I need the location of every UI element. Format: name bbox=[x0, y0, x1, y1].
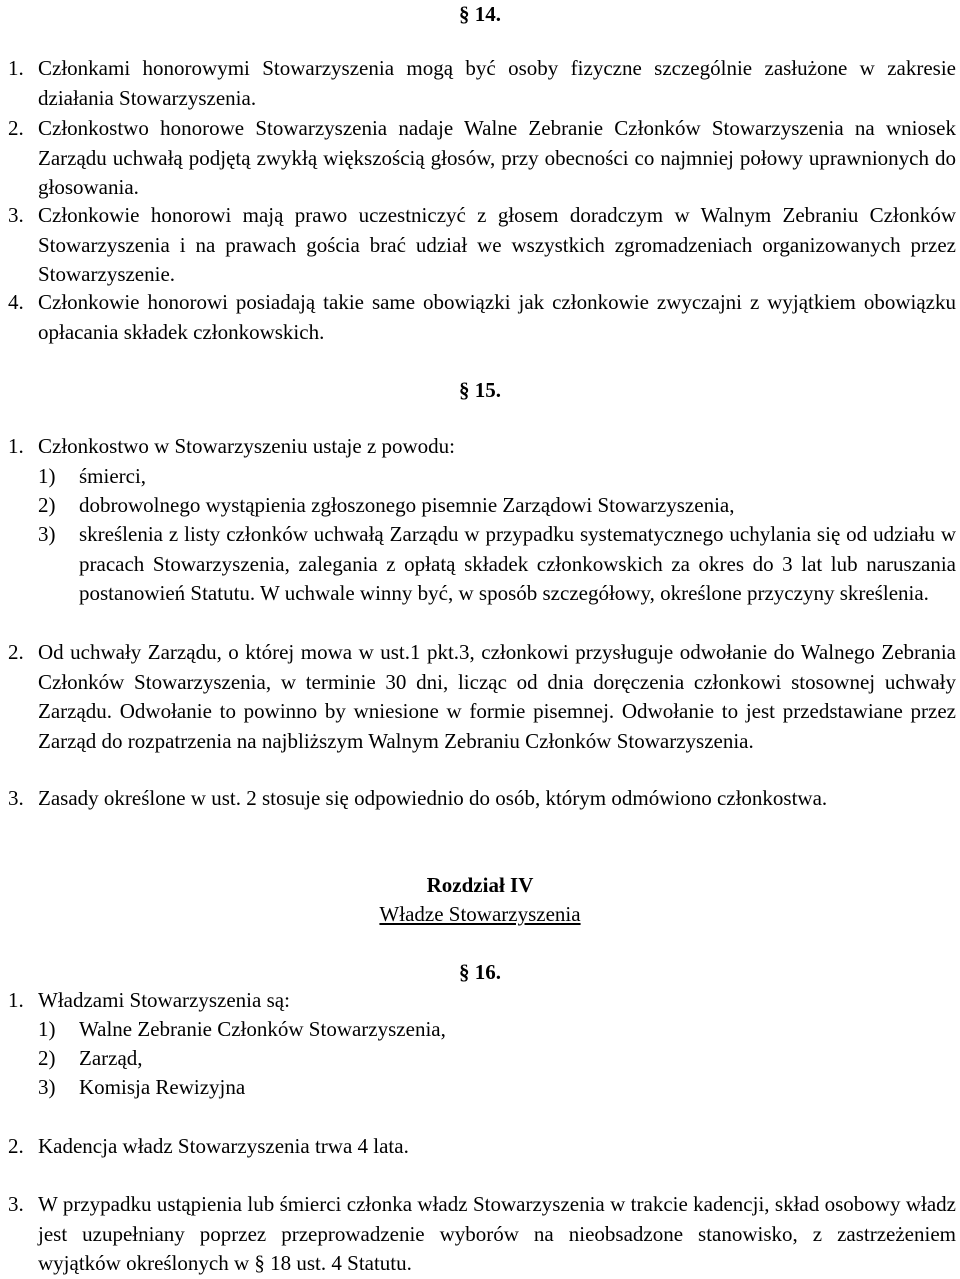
s15-subitem-3 bbox=[38, 520, 956, 609]
s15-item-3 bbox=[8, 784, 956, 814]
s15-subitem-2 bbox=[38, 491, 956, 521]
s16-subitem-1 bbox=[38, 1015, 956, 1045]
s14-item-1 bbox=[8, 54, 956, 113]
item-text: Zasady określone w ust. 2 stosuje się odpowiednio do osób, którym odmówiono członkostwa. bbox=[38, 786, 828, 810]
s15-subitem-1 bbox=[38, 462, 956, 492]
section-heading-15: § 15. bbox=[459, 378, 501, 402]
subitem-number: 1) bbox=[38, 464, 56, 488]
s16-subitem-3 bbox=[38, 1073, 956, 1103]
subitem-text: Zarząd, bbox=[79, 1046, 143, 1070]
s15-item-2 bbox=[8, 638, 956, 756]
chapter-title: Rozdział IV bbox=[426, 873, 534, 897]
section-heading-14: § 14. bbox=[459, 2, 501, 26]
subitem-text: Komisja Rewizyjna bbox=[79, 1075, 246, 1099]
section-heading-16: § 16. bbox=[459, 960, 501, 984]
item-text: Członkowie honorowi posiadają takie same obowiązki jak członkowie zwyczajni z wyjątkiem obowiązku opłacania składek członkowskich. bbox=[38, 290, 956, 344]
item-number: 1. bbox=[8, 988, 24, 1012]
item-number: 3. bbox=[8, 203, 24, 227]
item-number: 1. bbox=[8, 56, 24, 80]
item-number: 1. bbox=[8, 434, 24, 458]
subitem-number: 1) bbox=[38, 1017, 56, 1041]
item-number: 4. bbox=[8, 290, 24, 314]
s16-subitem-2 bbox=[38, 1044, 956, 1074]
s14-item-2 bbox=[8, 114, 956, 203]
item-text: W przypadku ustąpienia lub śmierci członka władz Stowarzyszenia w trakcie kadencji, skład osobowy władz jest uzupełniany poprzez przeprowadzenie wyborów na nieobsadzone stanowisko, z zastrzeżeniem wyjątków określonych w § 18 ust. 4 Statutu. bbox=[38, 1192, 956, 1275]
s14-item-3 bbox=[8, 201, 956, 290]
item-text: Członkostwo honorowe Stowarzyszenia nadaje Walne Zebranie Członków Stowarzyszenia na wniosek Zarządu uchwałą podjętą zwykłą większością głosów, przy obecności co najmniej połowy uprawnionych do głosowania. bbox=[38, 116, 956, 199]
subitem-text: dobrowolnego wystąpienia zgłoszonego pisemnie Zarządowi Stowarzyszenia, bbox=[79, 493, 735, 517]
item-text: Kadencja władz Stowarzyszenia trwa 4 lata. bbox=[38, 1134, 409, 1158]
s14-item-4 bbox=[8, 288, 956, 347]
subitem-number: 3) bbox=[38, 1075, 56, 1099]
item-text: Władzami Stowarzyszenia są: bbox=[38, 988, 290, 1012]
item-number: 3. bbox=[8, 1192, 24, 1216]
s16-item-1 bbox=[8, 986, 956, 1016]
item-number: 2. bbox=[8, 640, 24, 664]
s16-item-2 bbox=[8, 1132, 956, 1162]
subitem-text: skreślenia z listy członków uchwałą Zarządu w przypadku systematycznego uchylania się od udziału w pracach Stowarzyszenia, zalegania z opłatą składek członkowskich za okres do 3 lat lub naruszania postanowień Statutu. W uchwale winny być, w sposób szczegółowy, określone przyczyny skreślenia. bbox=[79, 522, 956, 605]
subitem-number: 3) bbox=[38, 522, 56, 546]
item-text: Członkostwo w Stowarzyszeniu ustaje z powodu: bbox=[38, 434, 456, 458]
subitem-number: 2) bbox=[38, 493, 56, 517]
chapter-subtitle-text: Władze Stowarzyszenia bbox=[379, 902, 581, 926]
item-number: 3. bbox=[8, 786, 24, 810]
s16-item-3 bbox=[8, 1190, 956, 1279]
chapter-subtitle bbox=[0, 900, 960, 930]
item-text: Członkami honorowymi Stowarzyszenia mogą być osoby fizyczne szczególnie zasłużone w zakresie działania Stowarzyszenia. bbox=[38, 56, 956, 110]
s15-item-1 bbox=[8, 432, 956, 462]
item-number: 2. bbox=[8, 116, 24, 140]
item-number: 2. bbox=[8, 1134, 24, 1158]
subitem-number: 2) bbox=[38, 1046, 56, 1070]
item-text: Członkowie honorowi mają prawo uczestniczyć z głosem doradczym w Walnym Zebraniu Członków Stowarzyszenia i na prawach gościa brać udział we wszystkich zgromadzeniach organizowanych przez Stowarzyszenie. bbox=[38, 203, 956, 286]
item-text: Od uchwały Zarządu, o której mowa w ust.1 pkt.3, członkowi przysługuje odwołanie do Walnego Zebrania Członków Stowarzyszenia, w terminie 30 dni, licząc od dnia doręczenia członkowi stosownej uchwały Zarządu. Odwołanie to powinno by wniesione w formie pisemnej. Odwołanie to jest przedstawiane przez Zarząd do rozpatrzenia na najbliższym Walnym Zebraniu Członków Stowarzyszenia. bbox=[38, 640, 956, 753]
subitem-text: śmierci, bbox=[79, 464, 147, 488]
subitem-text: Walne Zebranie Członków Stowarzyszenia, bbox=[79, 1017, 446, 1041]
